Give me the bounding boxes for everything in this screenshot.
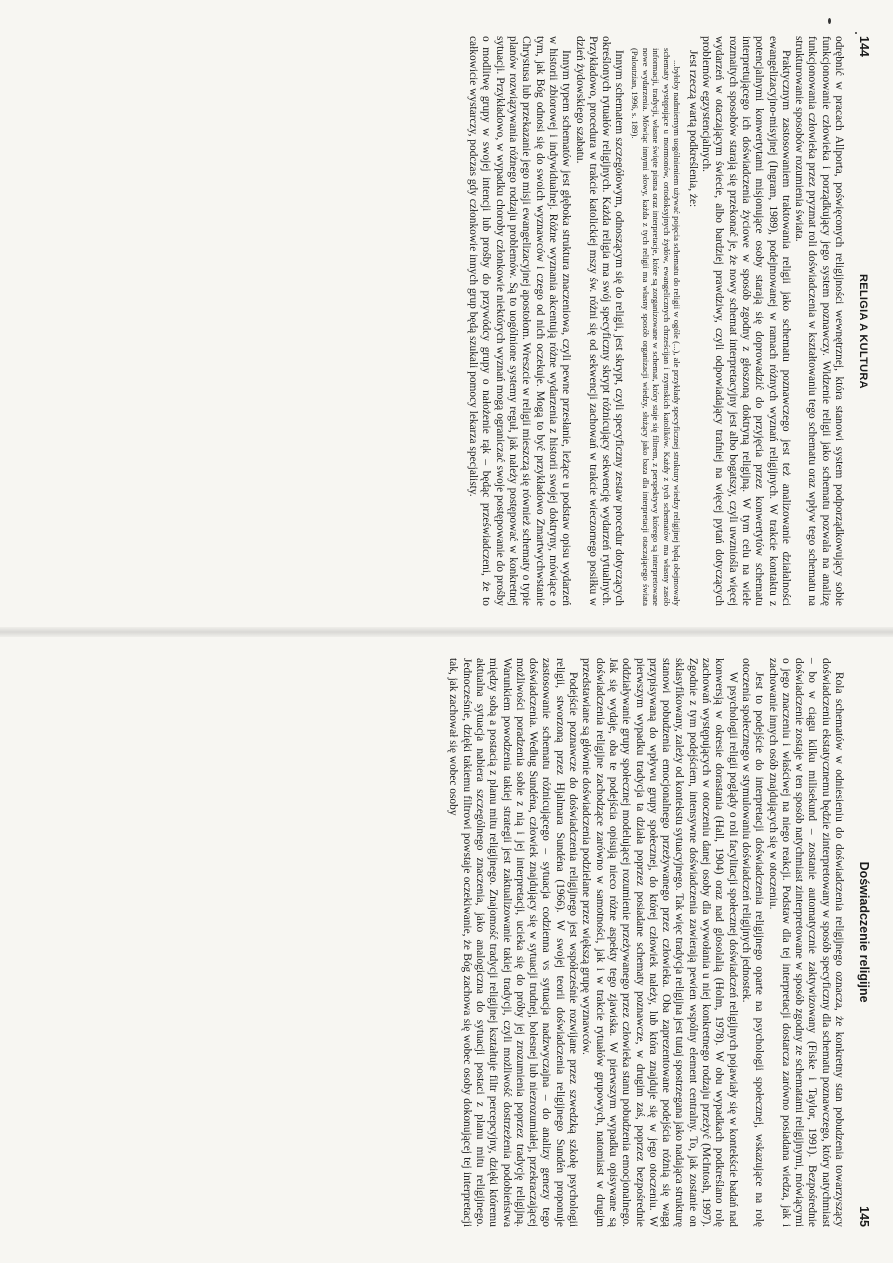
left-running-head xyxy=(857,36,871,606)
paragraph: Praktycznym zastosowaniem traktowania religii jako schematu poznawczego jest też analizowanie działalności ewangelizacyjno-misyjnej (Ingram, 1989), podejmowanej w ramach różnych wyznań religijnych. W trakcie kontaktu z potencjalnymi konwertytami misjonujące osoby starają się doprowadzić do przyjęcia przez konwertytów schematu interpretującego ich doświadczenia życiowe w sposób zgodny z głoszoną doktryną religijną. W tym celu na wiele rozmaitych sposobów starają się przekonać je, że nowy schemat interpretacyjny jest albo bogatszy, czyli uwzniośla więcej wydarzeń w otaczającym świecie, albo bardziej prawdziwy, czyli odpowiadający trafniej na więcej pytań dotyczących problemów egzystencjalnych. xyxy=(700,36,792,606)
paragraph: W psychologii religii poglądy o roli facylitacji społecznej doświadczeń religijnych pojawiały się w kontekście badań nad konwersją w okresie dorastania (Hall, 1904) oraz nad glosolalią (Holm, 1978). W obu wypadkach podkreślano rolę zachowań występujących w otoczeniu danej osoby dla wywołania u niej konkretnego rodzaju przeżyć (McIntosh, 1997). Zgodnie z tym podejściem, intensywne doświadczenia zawierają pewien wspólny element centralny. To, jak zostanie on sklasyfikowany, zależy od kontekstu sytuacyjnego. Tak więc tradycja religijna jest tutaj spostrzegana jako nadająca strukturę stanowi pobudzenia emocjonalnego przeżywanego przez człowieka. Oba zaprezentowane podejścia różnią się wagą przypisywaną do wpływu grupy społecznej, do której człowiek należy, lub która znajduje się w jego otoczeniu. W pierwszym wypadku tradycja ta działa poprzez posiadane schematy poznawcze, w drugim zaś, poprzez bezpośrednie oddziaływanie grupy społecznej modelującej rozumienie przeżywanego przez człowieka stanu pobudzenia emocjonalnego. Jak się wydaje, oba te podejścia opisują nieco różne aspekty tego zjawiska. W pierwszym wypadku opisywane są doświadczenia religijne zachodzące zarówno w samotności, jak i w trakcie rytuałów grupowych, natomiast w drugim przedstawiane są głównie doświadczenia podzielane przez większą grupę wyznawców. xyxy=(580,658,739,1227)
right-page-number: 145 xyxy=(857,1206,871,1227)
scan-speck xyxy=(828,18,831,24)
paragraph: Jest to podejście do interpretacji doświadczenia religijnego oparte na psychologii społecznej, wskazujące na rolę otoczenia społecznego w stymulowaniu doświadczeń religijnych jednostek. xyxy=(739,658,766,1227)
scan-speck xyxy=(855,32,857,34)
right-running-head xyxy=(857,658,871,1227)
right-page xyxy=(0,632,893,1263)
paragraph: Innym typem schematów jest głęboka struktura znaczeniowa, czyli pewne przesłanie, leżące u podstaw opisu wydarzeń w historii zbiorowej i indywidualnej. Różne wyznania akcentują różne wydarzenia z historii swojej doktryny, mówiące o tym, jak Bóg odnosi się do swoich wyznawców i czego od nich oczekuje. Mogą to być przykładowo Zmartwychwstanie Chrystusa lub przekazanie jego misji ewangelizacyjnej apostołom. Wreszcie w religii mieszczą się również schematy o typie planów rozwiązywania różnego rodzaju problemów. Są to uogólnione systemy reguł, jak należy postępować w konkretnej sytuacji. Przykładowo, w wypadku choroby członkowie niektórych wyznań mogą ograniczać swoje postępowanie do prośby o modlitwę grupy w swojej intencji lub prośby do przywódcy grupy o nałożenie rąk – będąc przeświadczeni, że to całkowicie wystarczy, podczas gdy członkowie innych grup będą szukali pomocy lekarza specjalisty. xyxy=(467,36,573,606)
paragraph: odrębnić w pracach Allporta, poświęconych religijności wewnętrznej, która stanowi system podporządkowujący sobie funkcjonowanie człowieka i porządkujący jego system poznawczy. Widzenie religii jako schematu pozwala na analizę funkcjonowania człowieka przez pryzmat roli doświadczenia w kształtowaniu tego schematu oraz wpływ tego schematu na strukturowanie sposobów rozumienia świata. xyxy=(793,36,845,606)
left-running-title: RELIGIA A KULTURA xyxy=(857,273,869,389)
paragraph: Innym schematem szczegółowym, odnoszącym się do religii, jest skrypt, czyli specyficzny zestaw procedur dotyczących określonych rytuałów religijnych. Każda religia ma swój specyficzny skrypt różnicujący sekwencję wydarzeń rytualnych. Przykładowo, procedura w trakcie katolickiej mszy św. różni się od sekwencji zachowań w trakcie wieczornego posiłku w dzień żydowskiego szabatu. xyxy=(573,36,626,606)
paragraph: Jest rzeczą wartą podkreślenia, że: xyxy=(686,50,699,208)
left-page-body xyxy=(466,36,845,606)
right-running-title: Doświadczenie religijne xyxy=(857,861,871,1003)
block-quote: ...byłoby nadmiernym uogólnieniem używać pojęcia schematu do religii w ogóle (...), ale przykłady specyficznej struktury wiedzy religijnej będą obejmowały schematy występujące u mormonów, ortodoksyjnych żydów, ewangelicznych chrześcijan i rzymskich katolików. Każdy z tych schematów ma własny zasób informacji, tradycji, własne święte pisma oraz interpretacje, które są zorganizowane w schemat, który staje się filtrem, z perspektywy którego są interpretowane nowe wydarzenia. Mówiąc innymi słowy, każda z tych religii ma własny sposób organizacji wiedzy, służący jako baza dla interpretacji otaczającego świata (Paloutzian, 1996, s. 189). xyxy=(630,48,683,606)
paragraph: Rola schematów w odniesieniu do doświadczenia religijnego oznacza, że konkretny stan pobudzenia towarzyszący doświadczeniu ekstatycznemu będzie zinterpretowany w sposób specyficzny dla schematu poznawczego, który natychmiast – bo w ciągu kilku milisekund – zostanie automatycznie zaktywizowany (Fiske i Taylor, 1991). Bezpośrednie doświadczenie zostaje w ten sposób natychmiast zinterpretowane w sposób zgodny ze schematami religijnymi, mówiącymi o jego znaczeniu i właściwej na niego reakcji. Podstaw dla tej interpretacji dostarcza zarówno posiadana wiedza, jak i zachowanie innych osób znajdujących się w otoczeniu. xyxy=(766,658,845,1227)
left-page-number: 144 xyxy=(857,36,871,57)
paragraph: Podejście poznawcze do doświadczenia religijnego jest współcześnie rozwijane przez szwedzką szkołę psychologii religii, stworzoną przez Hjalmara Sundéna (1966). W swojej teorii doświadczenia religijnego Sundén proponuje zastosowanie schematu różnicującego – sytuacja codzienna vs sytuacja nadzwyczajna – do analizy genezy tego doświadczenia. Według Sundéna, człowiek znajdujący się w sytuacji trudnej, bolesnej lub niezrozumiałej, przekraczającej możliwości poradzenia sobie z nią i jej interpretacji, ucieka się do próby jej zrozumienia poprzez tradycję religijną. Warunkiem powodzenia takiej strategii jest zaktualizowanie takiej tradycji, czyli możliwość dostrzeżenia podobieństwa między sobą a postacią z planu mitu religijnego. Znajomość tradycji religijnej kształtuje filtr percepcyjny, dzięki któremu aktualna sytuacja nabiera szczególnego znaczenia, jako analogiczna do sytuacji postaci z planu mitu religijnego. Jednocześnie, dzięki takiemu filtrowi powstaje oczekiwanie, że Bóg zachowa się wobec osoby dokonującej tej interpretacji tak, jak zachował się wobec osoby xyxy=(447,658,580,1227)
right-page-body xyxy=(446,658,845,1227)
